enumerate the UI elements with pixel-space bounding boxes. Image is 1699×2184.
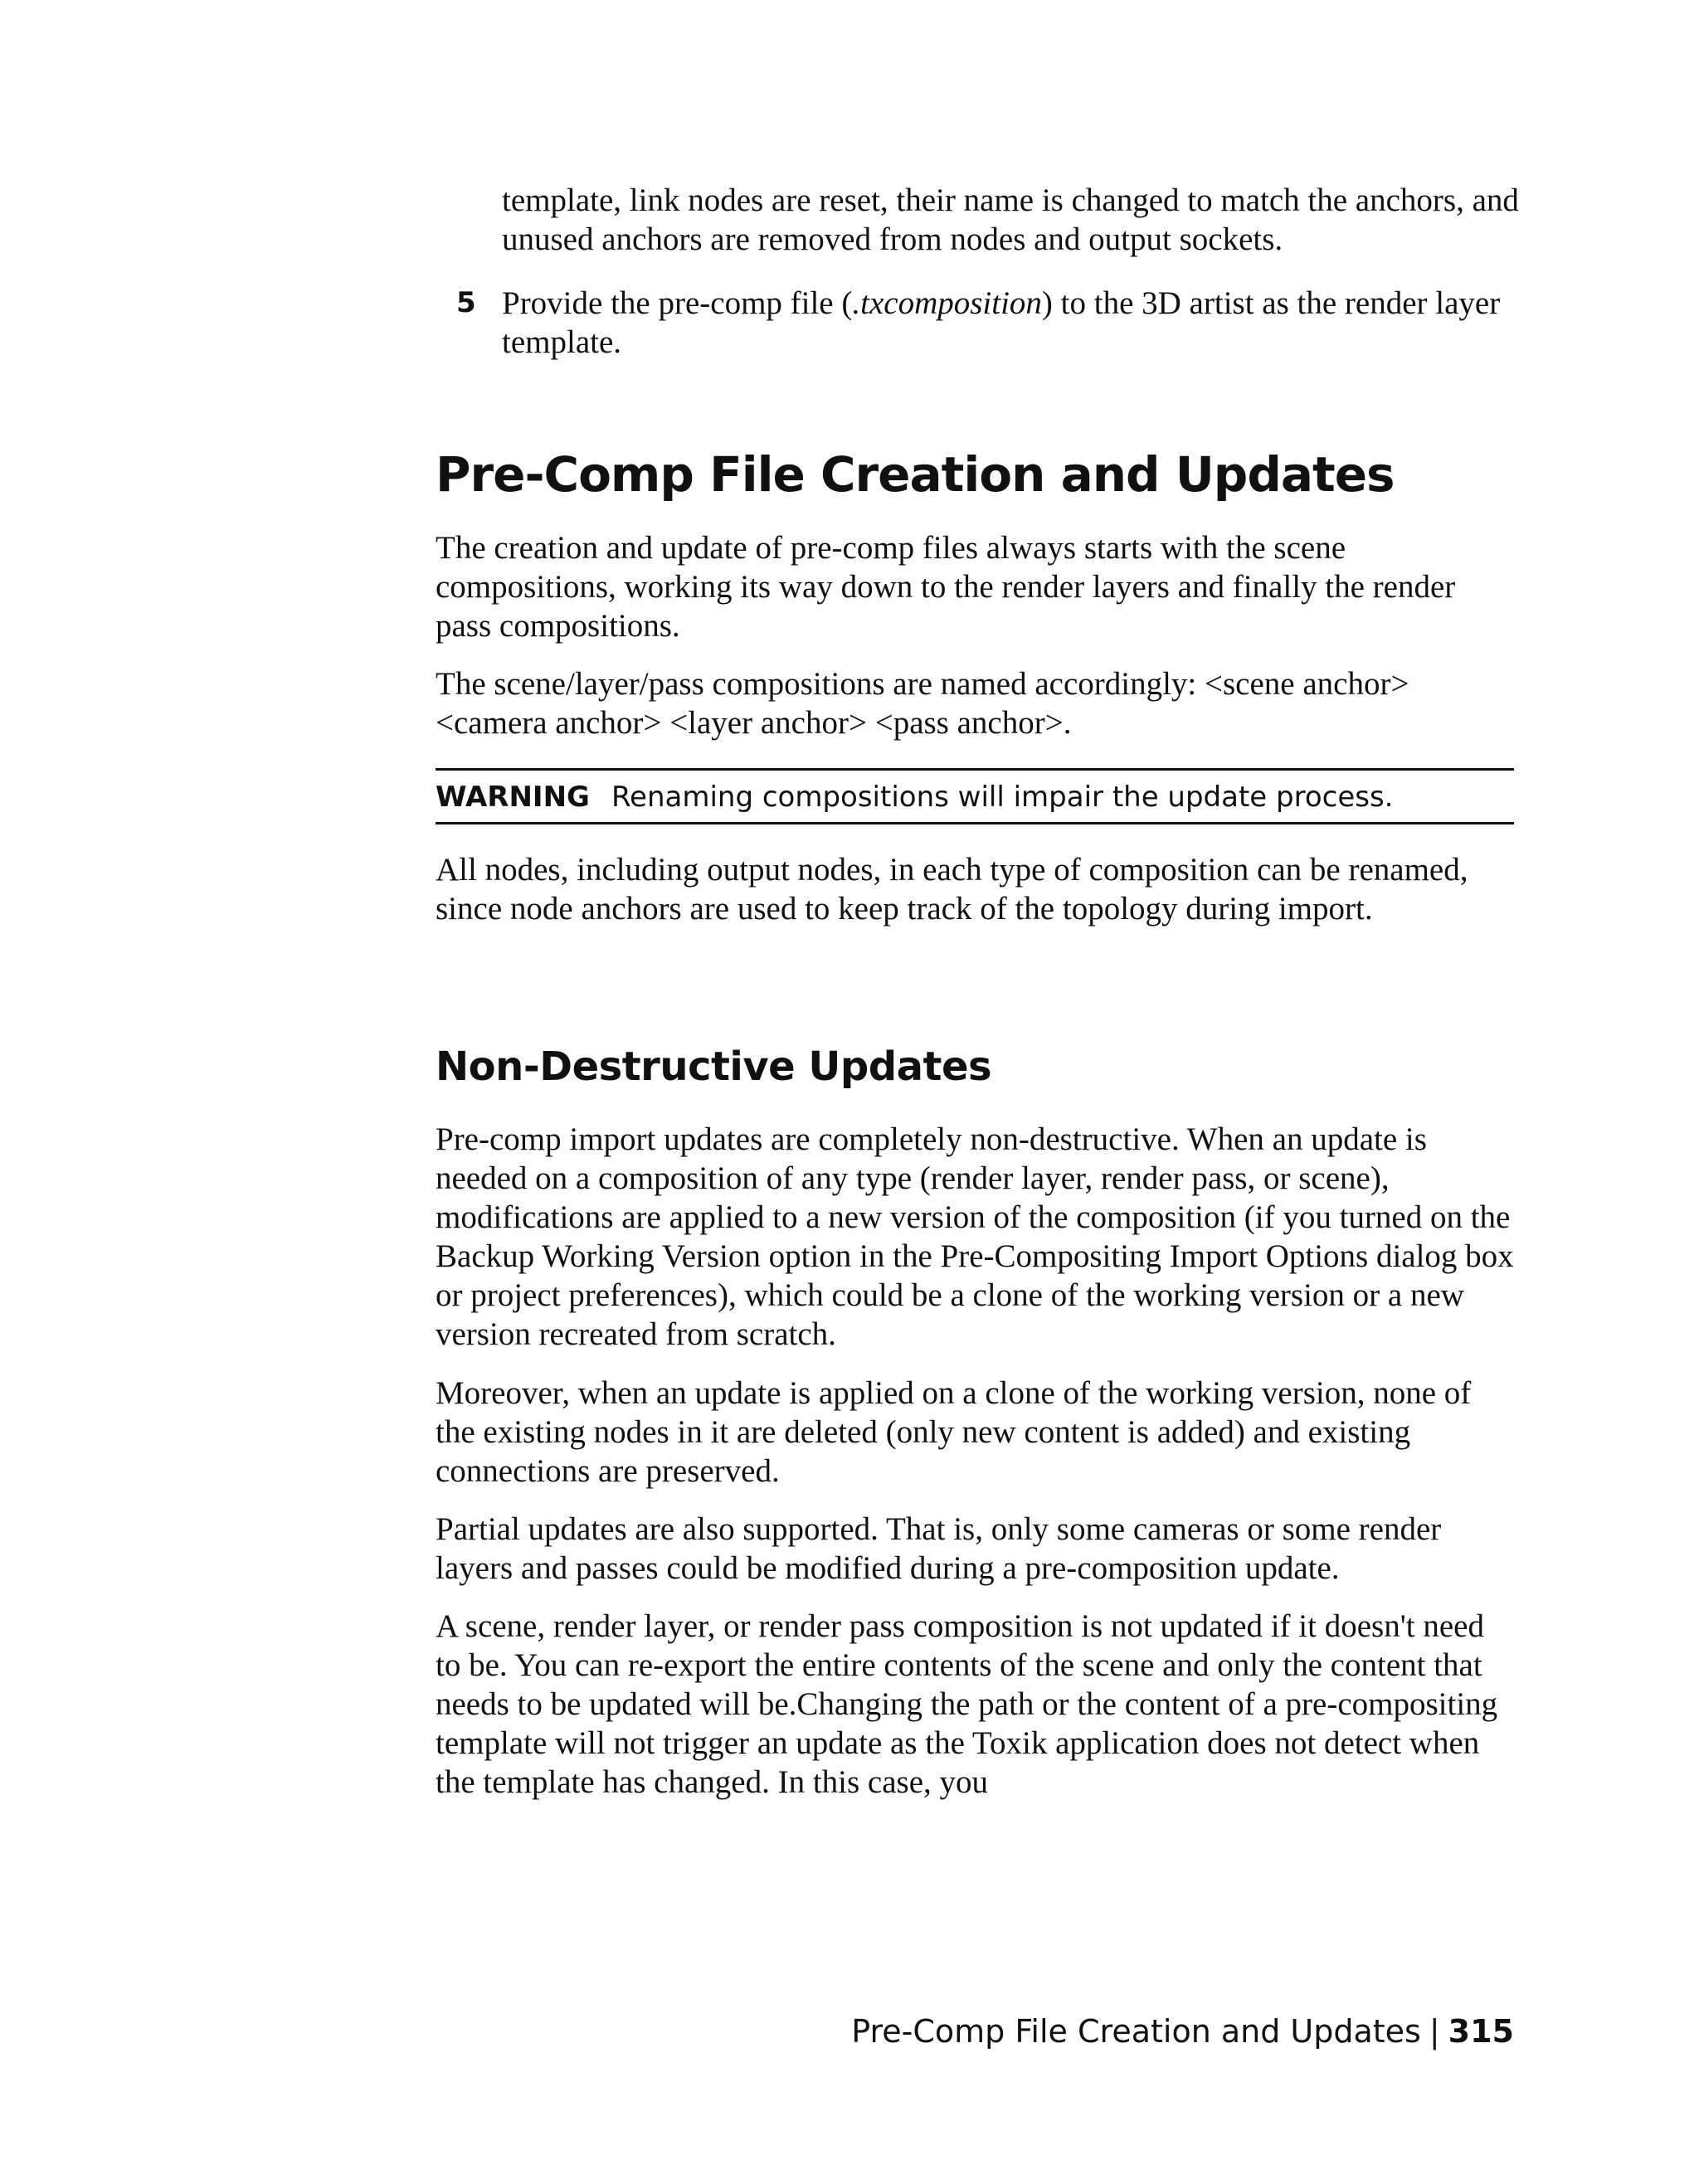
footer-title: Pre-Comp File Creation and Updates <box>851 2013 1421 2050</box>
paragraph-partial: Partial updates are also supported. That is, only some cameras or some render layers and passes could be modified during a pre-composition update. <box>436 1511 1442 1586</box>
paragraph-creation: The creation and update of pre-comp files always starts with the scene compositions, working its way down to the render layers and finally the render pass compositions. <box>436 530 1456 644</box>
section-heading-nondestructive: Non-Destructive Updates <box>436 1043 992 1090</box>
warning-text: Renaming compositions will impair the update process. <box>611 781 1394 814</box>
warning-bottom-rule <box>436 822 1514 824</box>
step-text-before: Provide the pre-comp file ( <box>502 285 853 321</box>
section-heading-precomp: Pre-Comp File Creation and Updates <box>436 446 1395 503</box>
paragraph-naming: The scene/layer/pass compositions are named accordingly: <scene anchor> <camera anchor> <layer anchor> <pass anchor>. <box>436 666 1409 741</box>
step-continuation-text: template, link nodes are reset, their name is changed to match the anchors, and unused anchors are removed from nodes and output sockets. <box>502 182 1519 257</box>
footer-separator: | <box>1429 2013 1440 2050</box>
step-text <box>502 284 1531 362</box>
paragraph-clone: Moreover, when an update is applied on a clone of the working version, none of the existing nodes in it are deleted (only new content is added) and existing connections are preserved. <box>436 1375 1472 1489</box>
warning-top-rule <box>436 768 1514 771</box>
page-number: 315 <box>1448 2013 1514 2050</box>
page-footer <box>851 2011 1514 2052</box>
paragraph-renaming: All nodes, including output nodes, in each type of composition can be renamed, since node anchors are used to keep track of the topology during import. <box>436 852 1468 927</box>
paragraph-not-updated: A scene, render layer, or render pass composition is not updated if it doesn't need to be. You can re-export the entire contents of the scene and only the content that needs to be updated will be.Changing the path or the content of a pre-compositing template will not trigger an update as the Toxik application does not detect when the template has changed. In this case, you <box>436 1608 1498 1800</box>
step-text-after: ) to the 3D artist as the render layer template. <box>502 285 1501 360</box>
warning-note <box>436 778 1514 816</box>
step-number: 5 <box>456 286 476 319</box>
warning-label: WARNING <box>436 781 590 814</box>
file-extension: .txcomposition <box>852 285 1042 321</box>
paragraph-nondestructive: Pre-comp import updates are completely non-destructive. When an update is needed on a composition of any type (render layer, render pass, or scene), modifications are applied to a new version of the composition (if you turned on the Backup Working Version option in the Pre-Compositing Import Options dialog box or project preferences), which could be a clone of the working version or a new version recreated from scratch. <box>436 1121 1514 1352</box>
